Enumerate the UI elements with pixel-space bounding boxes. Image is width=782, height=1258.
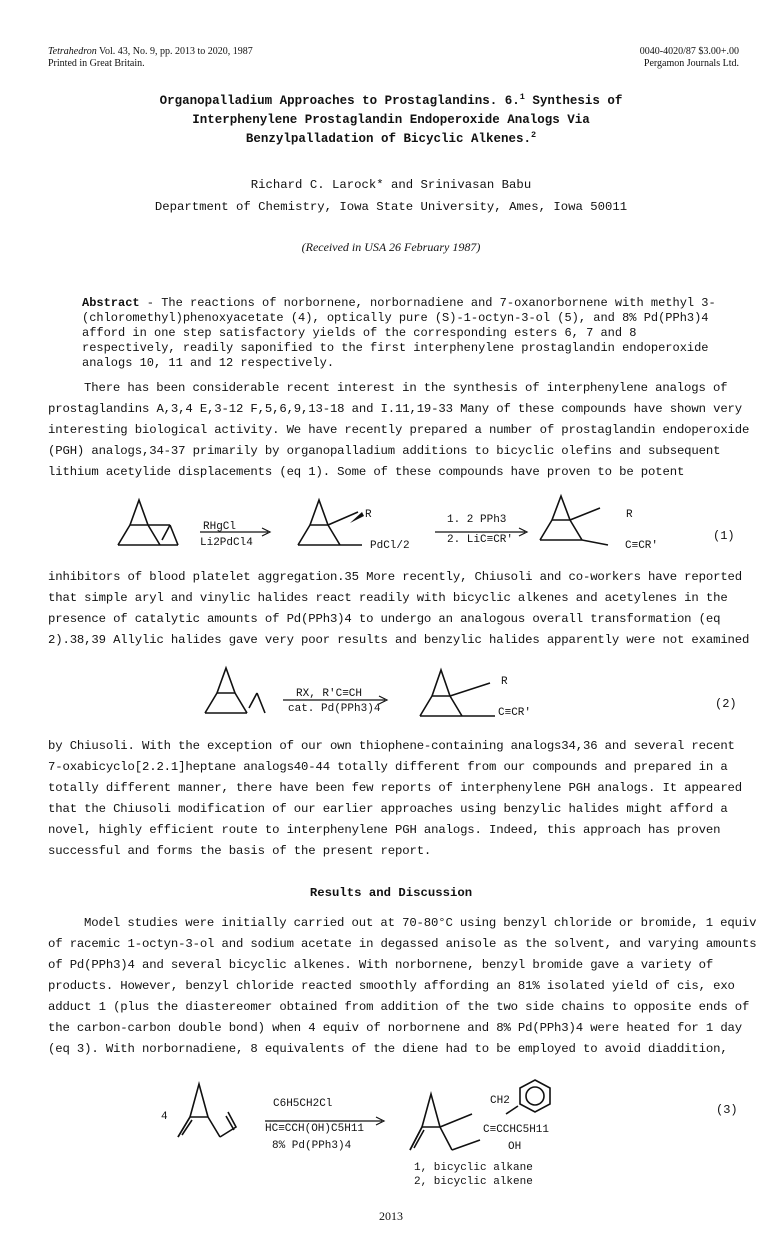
equation-1-scheme — [100, 490, 750, 570]
eq1-step1: 1. 2 PPh3 — [447, 514, 507, 526]
body-line: that the Chiusoli modification of our earlier approaches using benzylic halides might afford a — [48, 802, 728, 816]
publisher: Pergamon Journals Ltd. — [643, 58, 739, 69]
intermediate-structure — [298, 500, 362, 545]
norbornene-structure — [118, 500, 178, 545]
intro-line: There has been considerable recent interest in the synthesis of interphenylene analogs of — [84, 381, 728, 395]
product-structure — [410, 1094, 480, 1150]
body-line: Model studies were initially carried out at 70-80°C using benzyl chloride or bromide, 1 equiv — [84, 916, 757, 930]
intro-line: (PGH) analogs,34-37 primarily by organopalladium additions to bicyclic olefins and subsequent — [48, 444, 721, 458]
body-line: (eq 3). With norbornadiene, 8 equivalents of the diene had to be employed to avoid diaddition, — [48, 1042, 728, 1056]
body-line: novel, highly efficient route to interphenylene PGH analogs. Indeed, this approach has proven — [48, 823, 721, 837]
norbornene-structure — [205, 668, 265, 713]
received-date: (Received in USA 26 February 1987) — [301, 240, 481, 254]
eq3-product-1: 1, bicyclic alkane — [414, 1162, 533, 1174]
norbornadiene-structure — [178, 1084, 236, 1137]
eq3-reagent-top: C6H5CH2Cl — [273, 1098, 333, 1110]
abstract: Abstract - The reactions of norbornene, norbornadiene and 7-oxanorbornene with methyl 3- (chloromethyl)phenoxyacetate (4), optically pure (S)-1-octyn-3-ol (5), and 8% Pd(PPh3)4 afford in one step satisfactory yields of the corresponding esters 6, 7 and 8 respectively, readily saponified to the first interphenylene prostaglandin endoperoxide analogs 10, 11 and 12 respectively. — [82, 296, 716, 370]
eq1-product-r: R — [626, 509, 633, 521]
body-line: of Pd(PPh3)4 and several bicyclic alkenes. With norbornene, benzyl bromide gave a variety of — [48, 958, 714, 972]
body-line: 7-oxabicyclo[2.2.1]heptane analogs40-44 totally different from our compounds and prepared in a — [48, 760, 728, 774]
eq2-product-r: R — [501, 676, 508, 688]
eq2-number: (2) — [715, 697, 737, 711]
body-line: 2).38,39 Allylic halides gave very poor results and benzylic halides apparently were not examined — [48, 633, 750, 647]
eq2-reagent-bottom: cat. Pd(PPh3)4 — [288, 703, 381, 715]
eq2-product-alkyne: C≡CR' — [498, 707, 532, 719]
eq1-reagent-top: RHgCl — [203, 521, 237, 533]
authors: Richard C. Larock* and Srinivasan Babu — [250, 178, 532, 192]
product-structure — [540, 496, 608, 545]
page-number: 2013 — [379, 1209, 403, 1223]
eq3-sub-ch2: CH2 — [490, 1095, 510, 1107]
eq1-product-alkyne: C≡CR' — [625, 540, 659, 552]
eq2-reagent-top: RX, R'C≡CH — [296, 688, 363, 700]
intro-line: lithium acetylide displacements (eq 1). Some of these compounds have proven to be potent — [48, 465, 685, 479]
body-line: the carbon-carbon double bond) when 4 equiv of norbornene and 8% Pd(PPh3)4 were heated for 1 day — [48, 1021, 743, 1035]
intro-line: prostaglandins A,3,4 E,3-12 F,5,6,9,13-18 and I.11,19-33 Many of these compounds have shown very — [48, 402, 743, 416]
journal-citation: Tetrahedron Vol. 43, No. 9, pp. 2013 to 2020, 1987 — [48, 46, 253, 57]
body-line: adduct 1 (plus the diastereomer obtained from addition of the two side chains to opposite ends of — [48, 1000, 750, 1014]
intro-line: interesting biological activity. We have recently prepared a number of prostaglandin endoperoxide — [48, 423, 750, 437]
benzene-ring-icon — [520, 1080, 550, 1112]
eq3-sub-chain: C≡CCHC5H11 — [483, 1124, 550, 1136]
eq3-sub-oh: OH — [508, 1141, 522, 1153]
printed-note: Printed in Great Britain. — [48, 58, 145, 69]
eq3-reagent-bottom: 8% Pd(PPh3)4 — [272, 1140, 352, 1152]
eq1-reagent-bottom: Li2PdCl4 — [200, 537, 253, 549]
body-line: that simple aryl and vinylic halides react readily with bicyclic alkenes and acetylenes in the — [48, 591, 728, 605]
body-line: of racemic 1-octyn-3-ol and sodium acetate in degassed anisole as the solvent, and varying amounts — [48, 937, 757, 951]
equation-2-scheme — [195, 658, 575, 738]
body-line: by Chiusoli. With the exception of our own thiophene-containing analogs34,36 and several recent — [48, 739, 735, 753]
eq3-reagent-mid: HC≡CCH(OH)C5H11 — [265, 1123, 365, 1135]
price-code: 0040-4020/87 $3.00+.00 — [639, 46, 739, 57]
eq3-product-2: 2, bicyclic alkene — [414, 1176, 533, 1188]
eq1-number: (1) — [713, 529, 735, 543]
eq1-step2: 2. LiC≡CR' — [447, 534, 514, 546]
eq3-number: (3) — [716, 1103, 738, 1117]
product-structure — [420, 670, 495, 716]
body-line: totally different manner, there have been few reports of interphenylene PGH analogs. It appeared — [48, 781, 743, 795]
section-heading: Results and Discussion — [309, 886, 473, 900]
body-line: successful and forms the basis of the present report. — [48, 844, 432, 858]
body-line: inhibitors of blood platelet aggregation.35 More recently, Chiusoli and co-workers have reported — [48, 570, 743, 584]
paper-title: Organopalladium Approaches to Prostaglandins. 6.$^1$ Synthesis of Interphenylene Prostaglandin Endoperoxide Analogs Via Benzylpalladation of Bicyclic Alkenes.$^2$ — [159, 91, 623, 146]
eq3-coefficient: 4 — [161, 1111, 168, 1123]
eq1-sub-r: R — [365, 509, 372, 521]
affiliation: Department of Chemistry, Iowa State University, Ames, Iowa 50011 — [154, 200, 628, 214]
equation-3-scheme — [160, 1072, 620, 1172]
body-line: products. However, benzyl chloride reacted smoothly affording an 81% isolated yield of cis, exo — [48, 979, 735, 993]
body-line: presence of catalytic amounts of Pd(PPh3)4 to undergo an analogous overall transformation (eq — [48, 612, 721, 626]
eq1-sub-pd: PdCl/2 — [370, 540, 410, 552]
